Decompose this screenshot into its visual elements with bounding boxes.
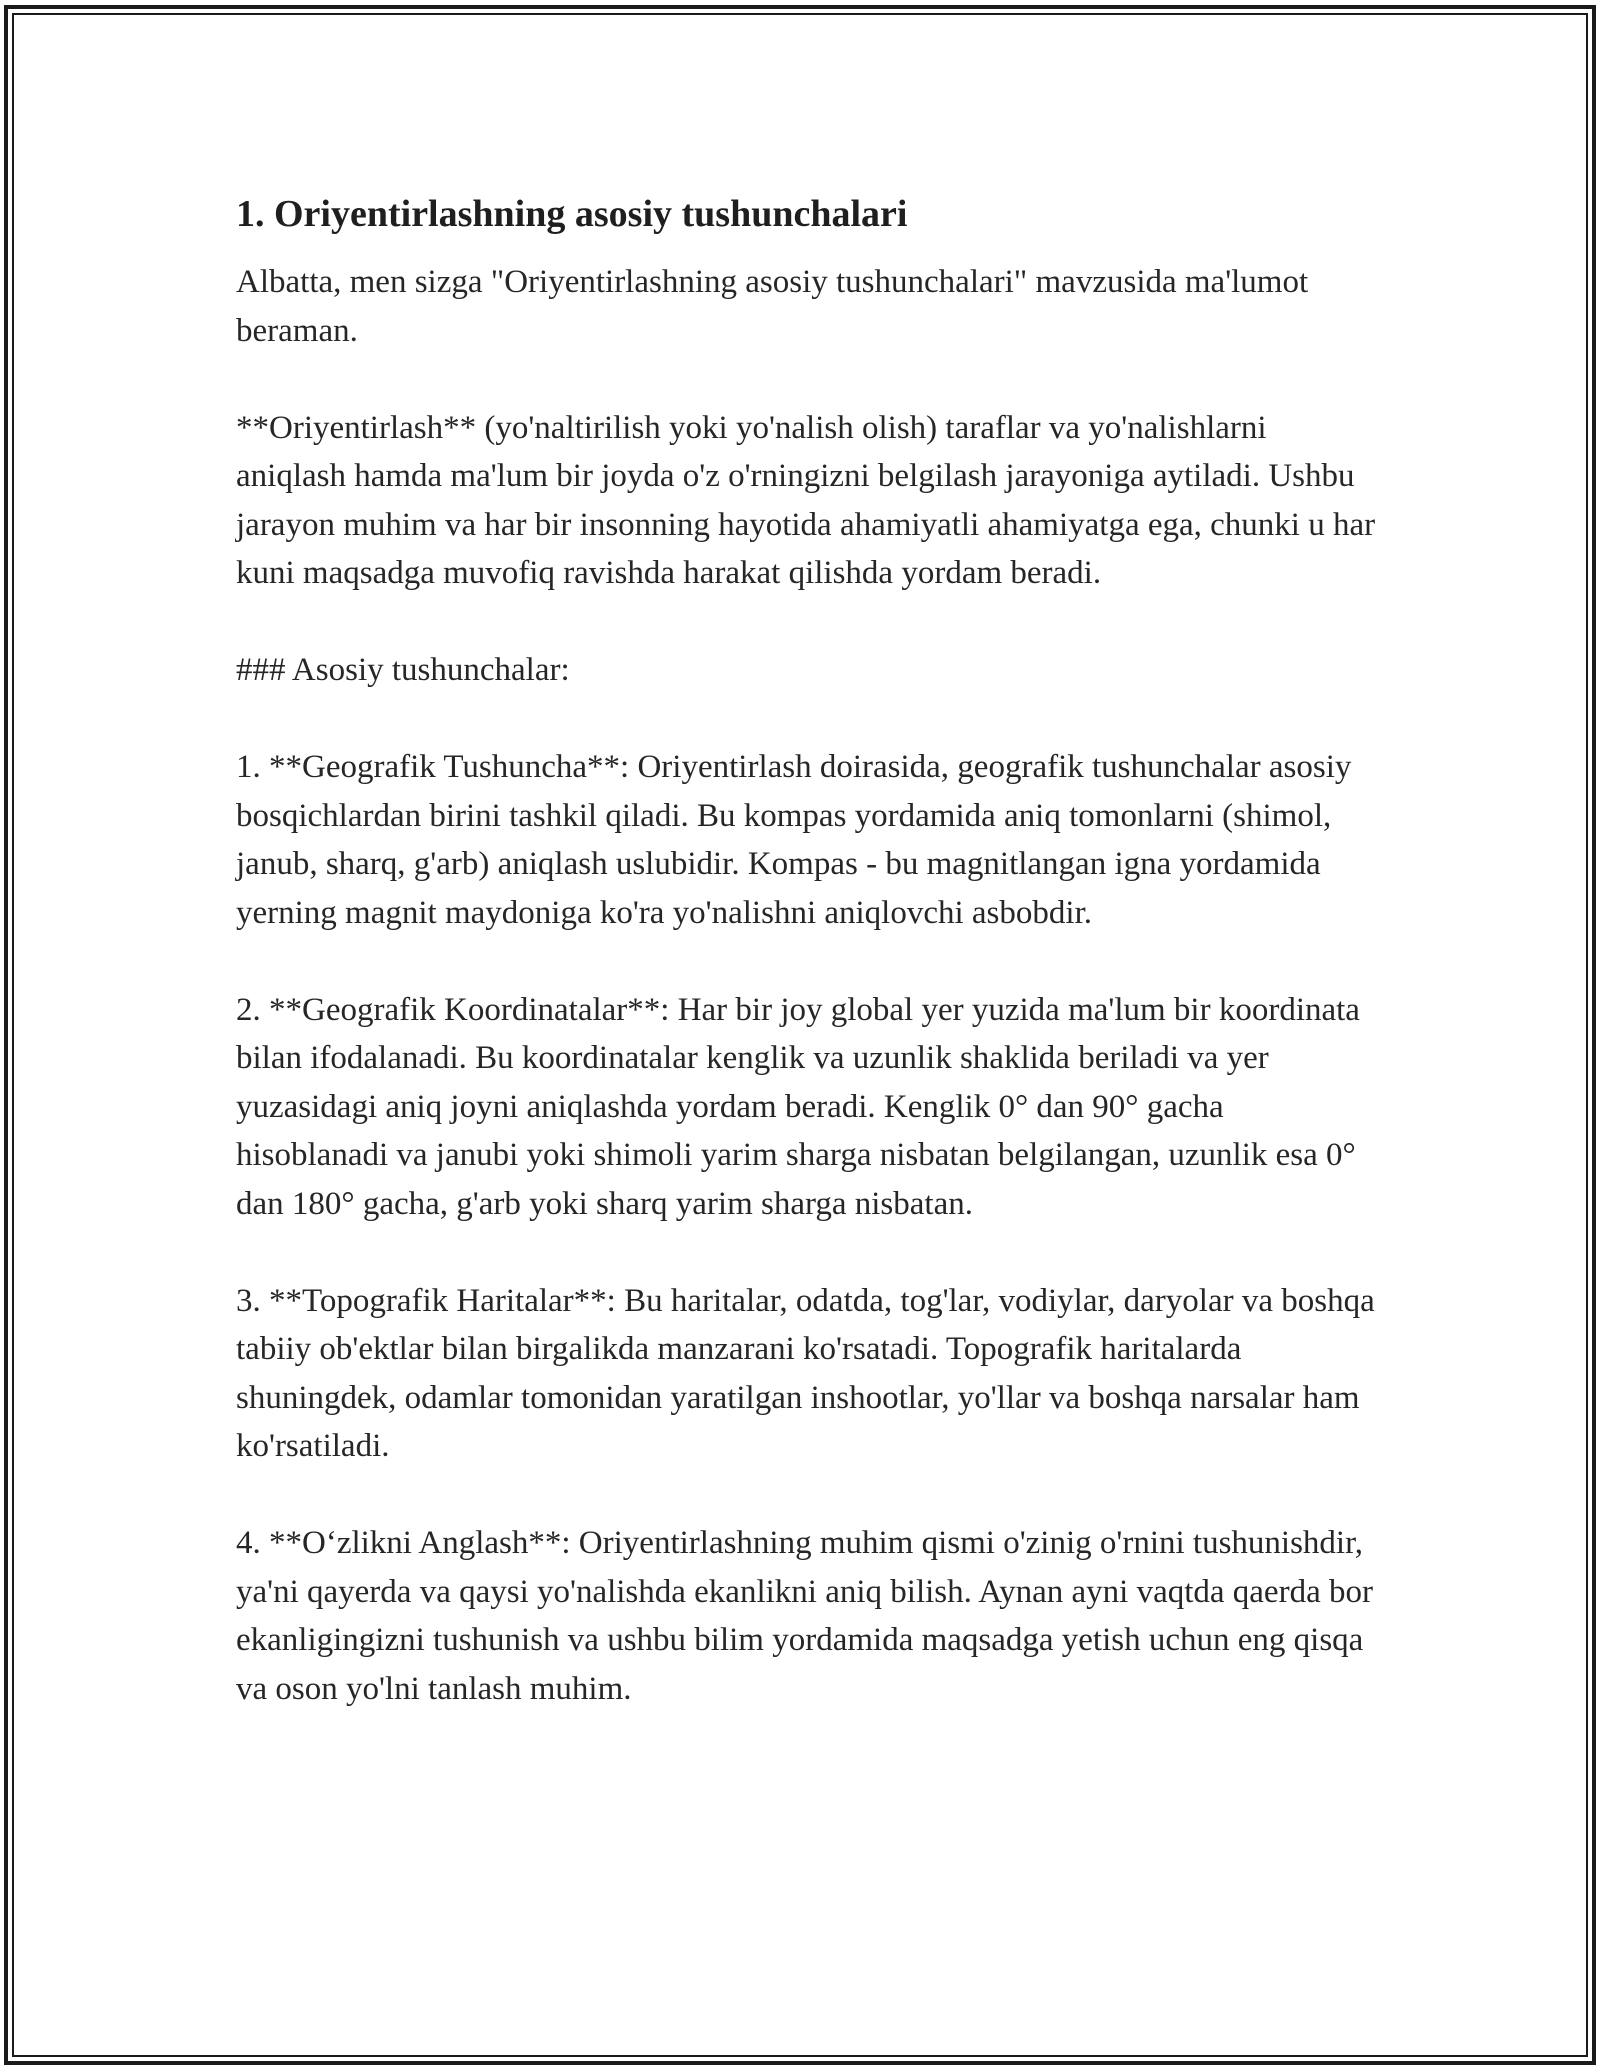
section-heading: ### Asosiy tushunchalar: — [236, 652, 570, 688]
intro-paragraph: Albatta, men sizga "Oriyentirlashning asosiy tushunchalari" mavzusida ma'lumot beraman. — [236, 264, 1309, 349]
list-item-geografik-koordinatalar: 2. **Geografik Koordinatalar**: Har bir joy global yer yuzida ma'lum bir koordinata bilan ifodalanadi. Bu koordinatalar kenglik va uzunlik shaklida beriladi va yer yuzasidagi aniq joyni aniqlashda yordam beradi. Kenglik 0° dan 90° gacha hisoblanadi va janubi yoki shimoli yarim sharga nisbatan belgilangan, uzunlik esa 0° dan 180° gacha, g'arb yoki sharq yarim sharga nisbatan. — [236, 991, 1360, 1222]
list-item-geografik-tushuncha: 1. **Geografik Tushuncha**: Oriyentirlash doirasida, geografik tushunchalar asosiy bosqichlardan birini tashkil qiladi. Bu kompas yordamida aniq tomonlarni (shimol, janub, sharq, g'arb) aniqlash uslubidir. Kompas - bu magnitlangan igna yordamida yerning magnit maydoniga ko'ra yo'nalishni aniqlovchi asbobdir. — [236, 749, 1352, 931]
definition-paragraph: **Oriyentirlash** (yo'naltirilish yoki yo'nalish olish) taraflar va yo'nalishlarni aniqlash hamda ma'lum bir joyda o'z o'rningizni belgilash jarayoniga aytiladi. Ushbu jarayon muhim va har bir insonning hayotida ahamiyatli ahamiyatga ega, chunki u har kuni maqsadga muvofiq ravishda harakat qilishda yordam beradi. — [236, 409, 1376, 591]
document-body — [236, 186, 1376, 1713]
document-title: 1. Oriyentirlashning asosiy tushunchalari — [236, 193, 908, 235]
list-item-ozlikni-anglash: 4. **O‘zlikni Anglash**: Oriyentirlashning muhim qismi o'zinig o'rnini tushunishdir, ya'ni qayerda va qaysi yo'nalishda ekanlikni aniq bilish. Aynan ayni vaqtda qaerda bor ekanligingizni tushunish va ushbu bilim yordamida maqsadga yetish uchun eng qisqa va oson yo'lni tanlash muhim. — [236, 1525, 1373, 1707]
list-item-topografik-haritalar: 3. **Topografik Haritalar**: Bu haritalar, odatda, tog'lar, vodiylar, daryolar va boshqa tabiiy ob'ektlar bilan birgalikda manzarani ko'rsatadi. Topografik haritalarda shuningdek, odamlar tomonidan yaratilgan inshootlar, yo'llar va boshqa narsalar ham ko'rsatiladi. — [236, 1282, 1375, 1464]
